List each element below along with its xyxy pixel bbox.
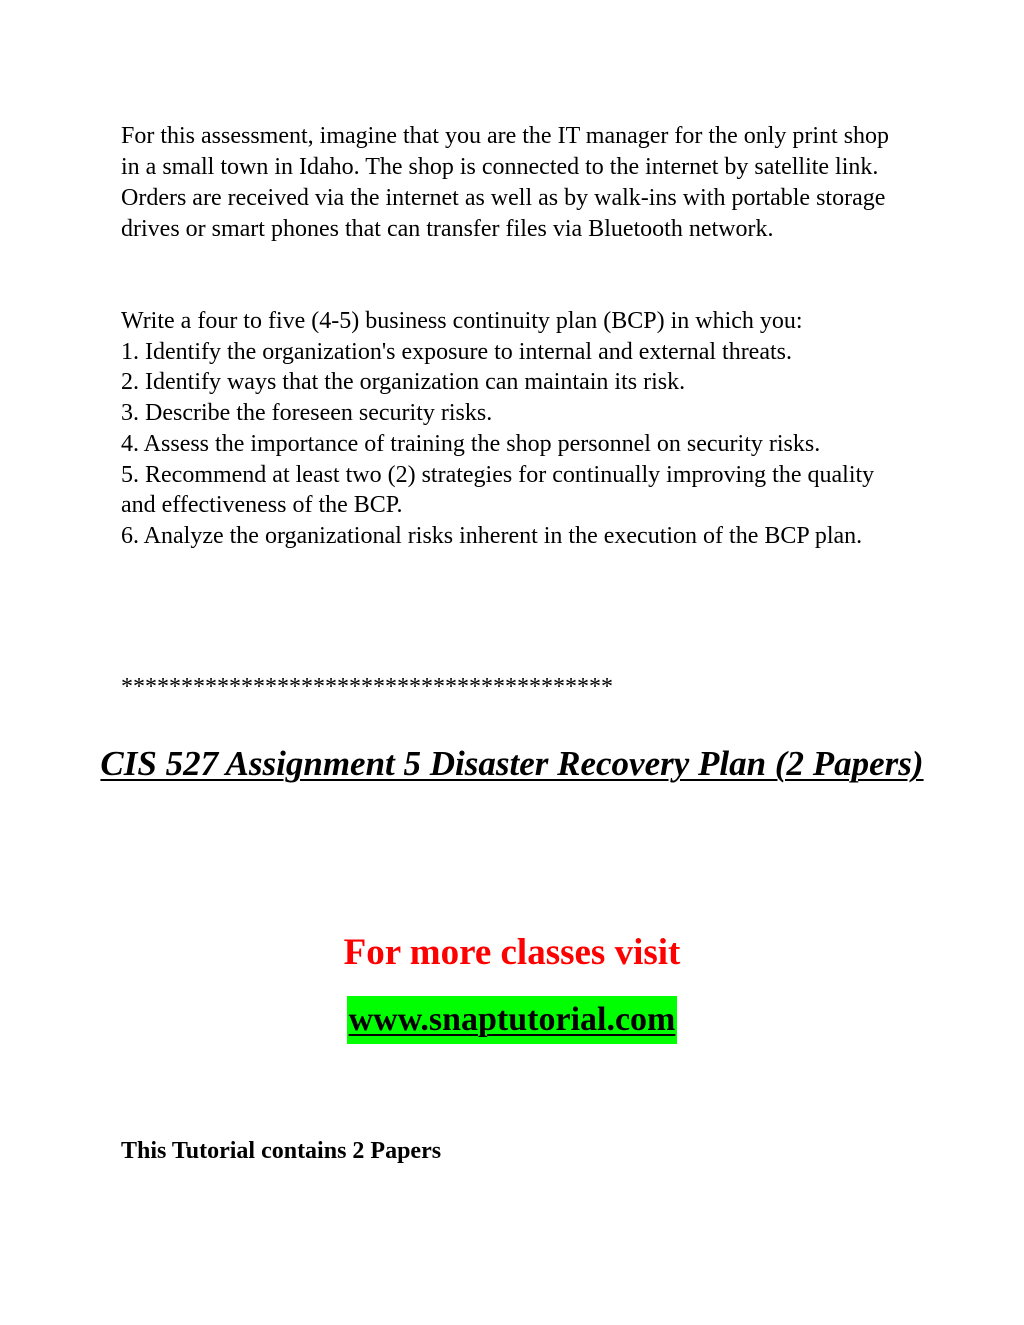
tutorial-note: This Tutorial contains 2 Papers (121, 1138, 442, 1164)
intro-paragraph: For this assessment, imagine that you are the IT manager for the only print shop in a small town in Idaho. The shop is connected to the internet by satellite link. Orders are received via the internet as well as by walk-ins with portable storage drives or smart phones that can transfer files via Bluetooth network. (121, 123, 890, 242)
task-list (121, 337, 911, 552)
task-item-2: 2. Identify ways that the organization can maintain its risk. (121, 369, 686, 396)
snaptutorial-link[interactable]: www.snaptutorial.com (347, 996, 678, 1044)
assignment-title-text: CIS 527 Assignment 5 Disaster Recovery Plan (2 Papers) (100, 744, 924, 783)
task-item-4: 4. Assess the importance of training the shop personnel on security risks. (121, 430, 821, 457)
task-item-3: 3. Describe the foreseen security risks. (121, 400, 493, 427)
task-item-6: 6. Analyze the organizational risks inherent in the execution of the BCP plan. (121, 522, 863, 549)
asterisk-separator: ***************************************** (121, 674, 613, 700)
task-section (121, 306, 911, 552)
promo-text: For more classes visit (343, 932, 681, 973)
task-item-1: 1. Identify the organization's exposure to internal and external threats. (121, 338, 792, 365)
promo-link-wrap (0, 996, 1024, 1044)
task-item-5: 5. Recommend at least two (2) strategies for continually improving the quality and effectiveness of the BCP. (121, 461, 875, 519)
intro-section (121, 121, 911, 245)
assignment-title (100, 738, 924, 790)
task-lead: Write a four to five (4-5) business continuity plan (BCP) in which you: (121, 308, 803, 334)
